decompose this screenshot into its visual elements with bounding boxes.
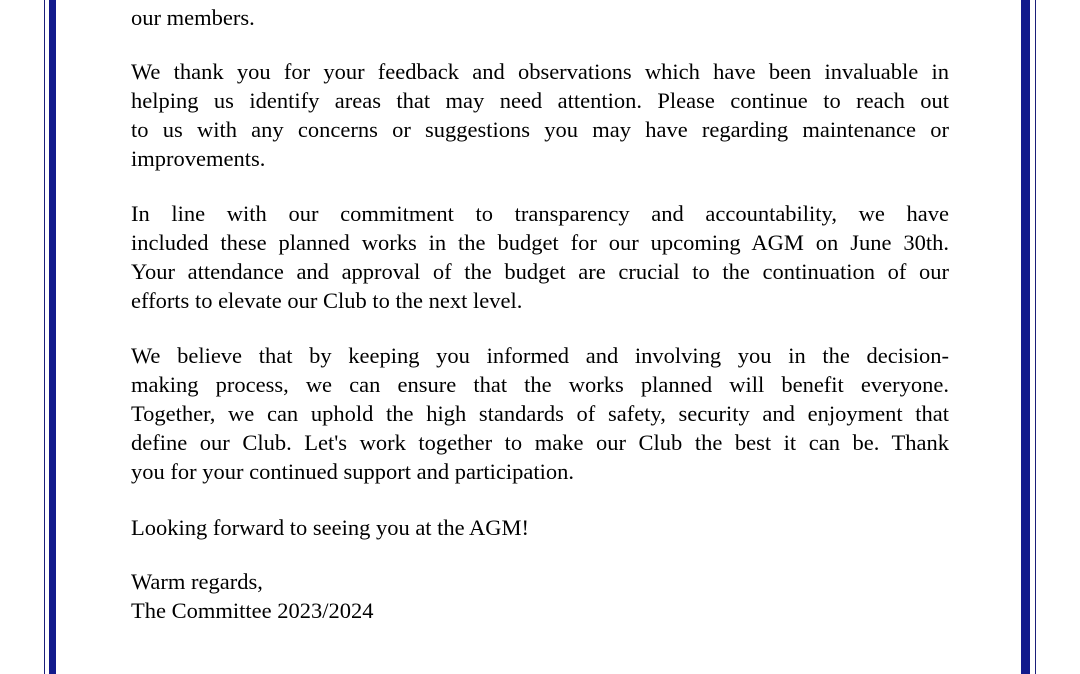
text-line: making process, we can ensure that the works planned will benefit everyone. [131, 372, 949, 397]
paragraph-involvement [131, 341, 949, 486]
paragraph-continuation [131, 3, 949, 32]
text-line: our members. [131, 5, 255, 30]
right-border-bar [1021, 0, 1030, 674]
paragraph-agm [131, 513, 949, 542]
left-page-border [44, 0, 58, 674]
text-line: define our Club. Let's work together to make our Club the best it can be. Thank [131, 430, 949, 455]
paragraph-feedback [131, 57, 949, 173]
closing-salutation: Warm regards, [131, 569, 263, 594]
text-line: helping us identify areas that may need attention. Please continue to reach out [131, 88, 949, 113]
text-line: included these planned works in the budget for our upcoming AGM on June 30th. [131, 230, 949, 255]
text-line: Looking forward to seeing you at the AGM! [131, 515, 530, 540]
left-border-bar [49, 0, 56, 674]
paragraph-budget [131, 199, 949, 315]
text-line: to us with any concerns or suggestions you may have regarding maintenance or [131, 117, 949, 142]
text-line: We thank you for your feedback and observations which have been invaluable in [131, 59, 949, 84]
text-line: you for your continued support and participation. [131, 459, 575, 484]
signature: The Committee 2023/2024 [131, 598, 374, 623]
text-line: In line with our commitment to transparency and accountability, we have [131, 201, 949, 226]
text-line: Together, we can uphold the high standards of safety, security and enjoyment that [131, 401, 949, 426]
text-line: We believe that by keeping you informed and involving you in the decision- [131, 343, 949, 368]
closing-block [131, 567, 949, 625]
text-line: improvements. [131, 146, 266, 171]
text-line: Your attendance and approval of the budget are crucial to the continuation of our [131, 259, 949, 284]
right-page-border [1020, 0, 1036, 674]
text-line: efforts to elevate our Club to the next level. [131, 288, 523, 313]
